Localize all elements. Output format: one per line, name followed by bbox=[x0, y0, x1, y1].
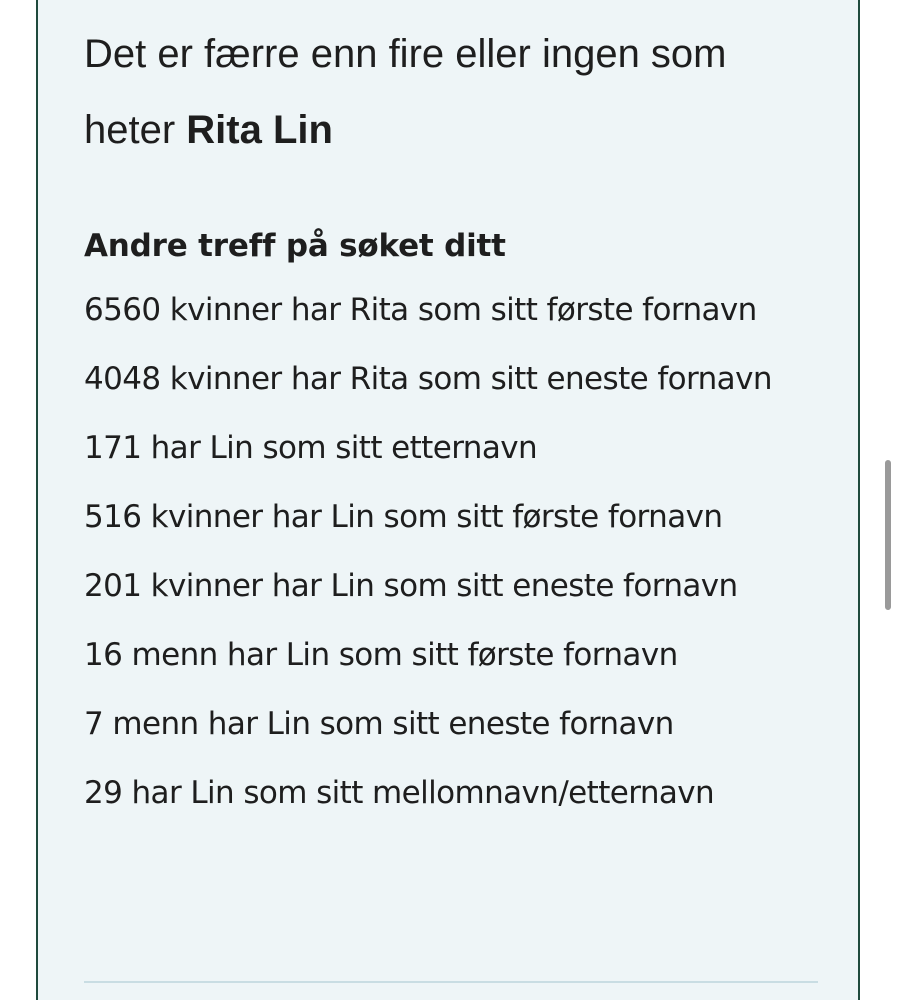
other-hit-item: 16 menn har Lin som sitt første fornavn bbox=[84, 637, 678, 673]
result-heading-text: Det er færre enn fire eller ingen som heter bbox=[84, 32, 727, 152]
other-hit-item: 516 kvinner har Lin som sitt første fornavn bbox=[84, 499, 723, 535]
other-hit-item: 7 menn har Lin som sitt eneste fornavn bbox=[84, 706, 674, 742]
name-search-result-panel bbox=[36, 0, 860, 1000]
other-hit-item: 171 har Lin som sitt etternavn bbox=[84, 430, 538, 466]
other-hit-item: 201 kvinner har Lin som sitt eneste fornavn bbox=[84, 568, 738, 604]
page-scrollbar[interactable] bbox=[885, 460, 891, 610]
other-hit-item: 29 har Lin som sitt mellomnavn/etternavn bbox=[84, 775, 715, 811]
result-heading bbox=[84, 16, 824, 168]
other-hits-list bbox=[84, 280, 824, 832]
other-hits-title: Andre treff på søket ditt bbox=[84, 228, 506, 264]
other-hit-item: 6560 kvinner har Rita som sitt første fornavn bbox=[84, 292, 757, 328]
other-hit-item: 4048 kvinner har Rita som sitt eneste fornavn bbox=[84, 361, 772, 397]
section-divider bbox=[84, 981, 818, 983]
searched-name: Rita Lin bbox=[186, 108, 333, 152]
